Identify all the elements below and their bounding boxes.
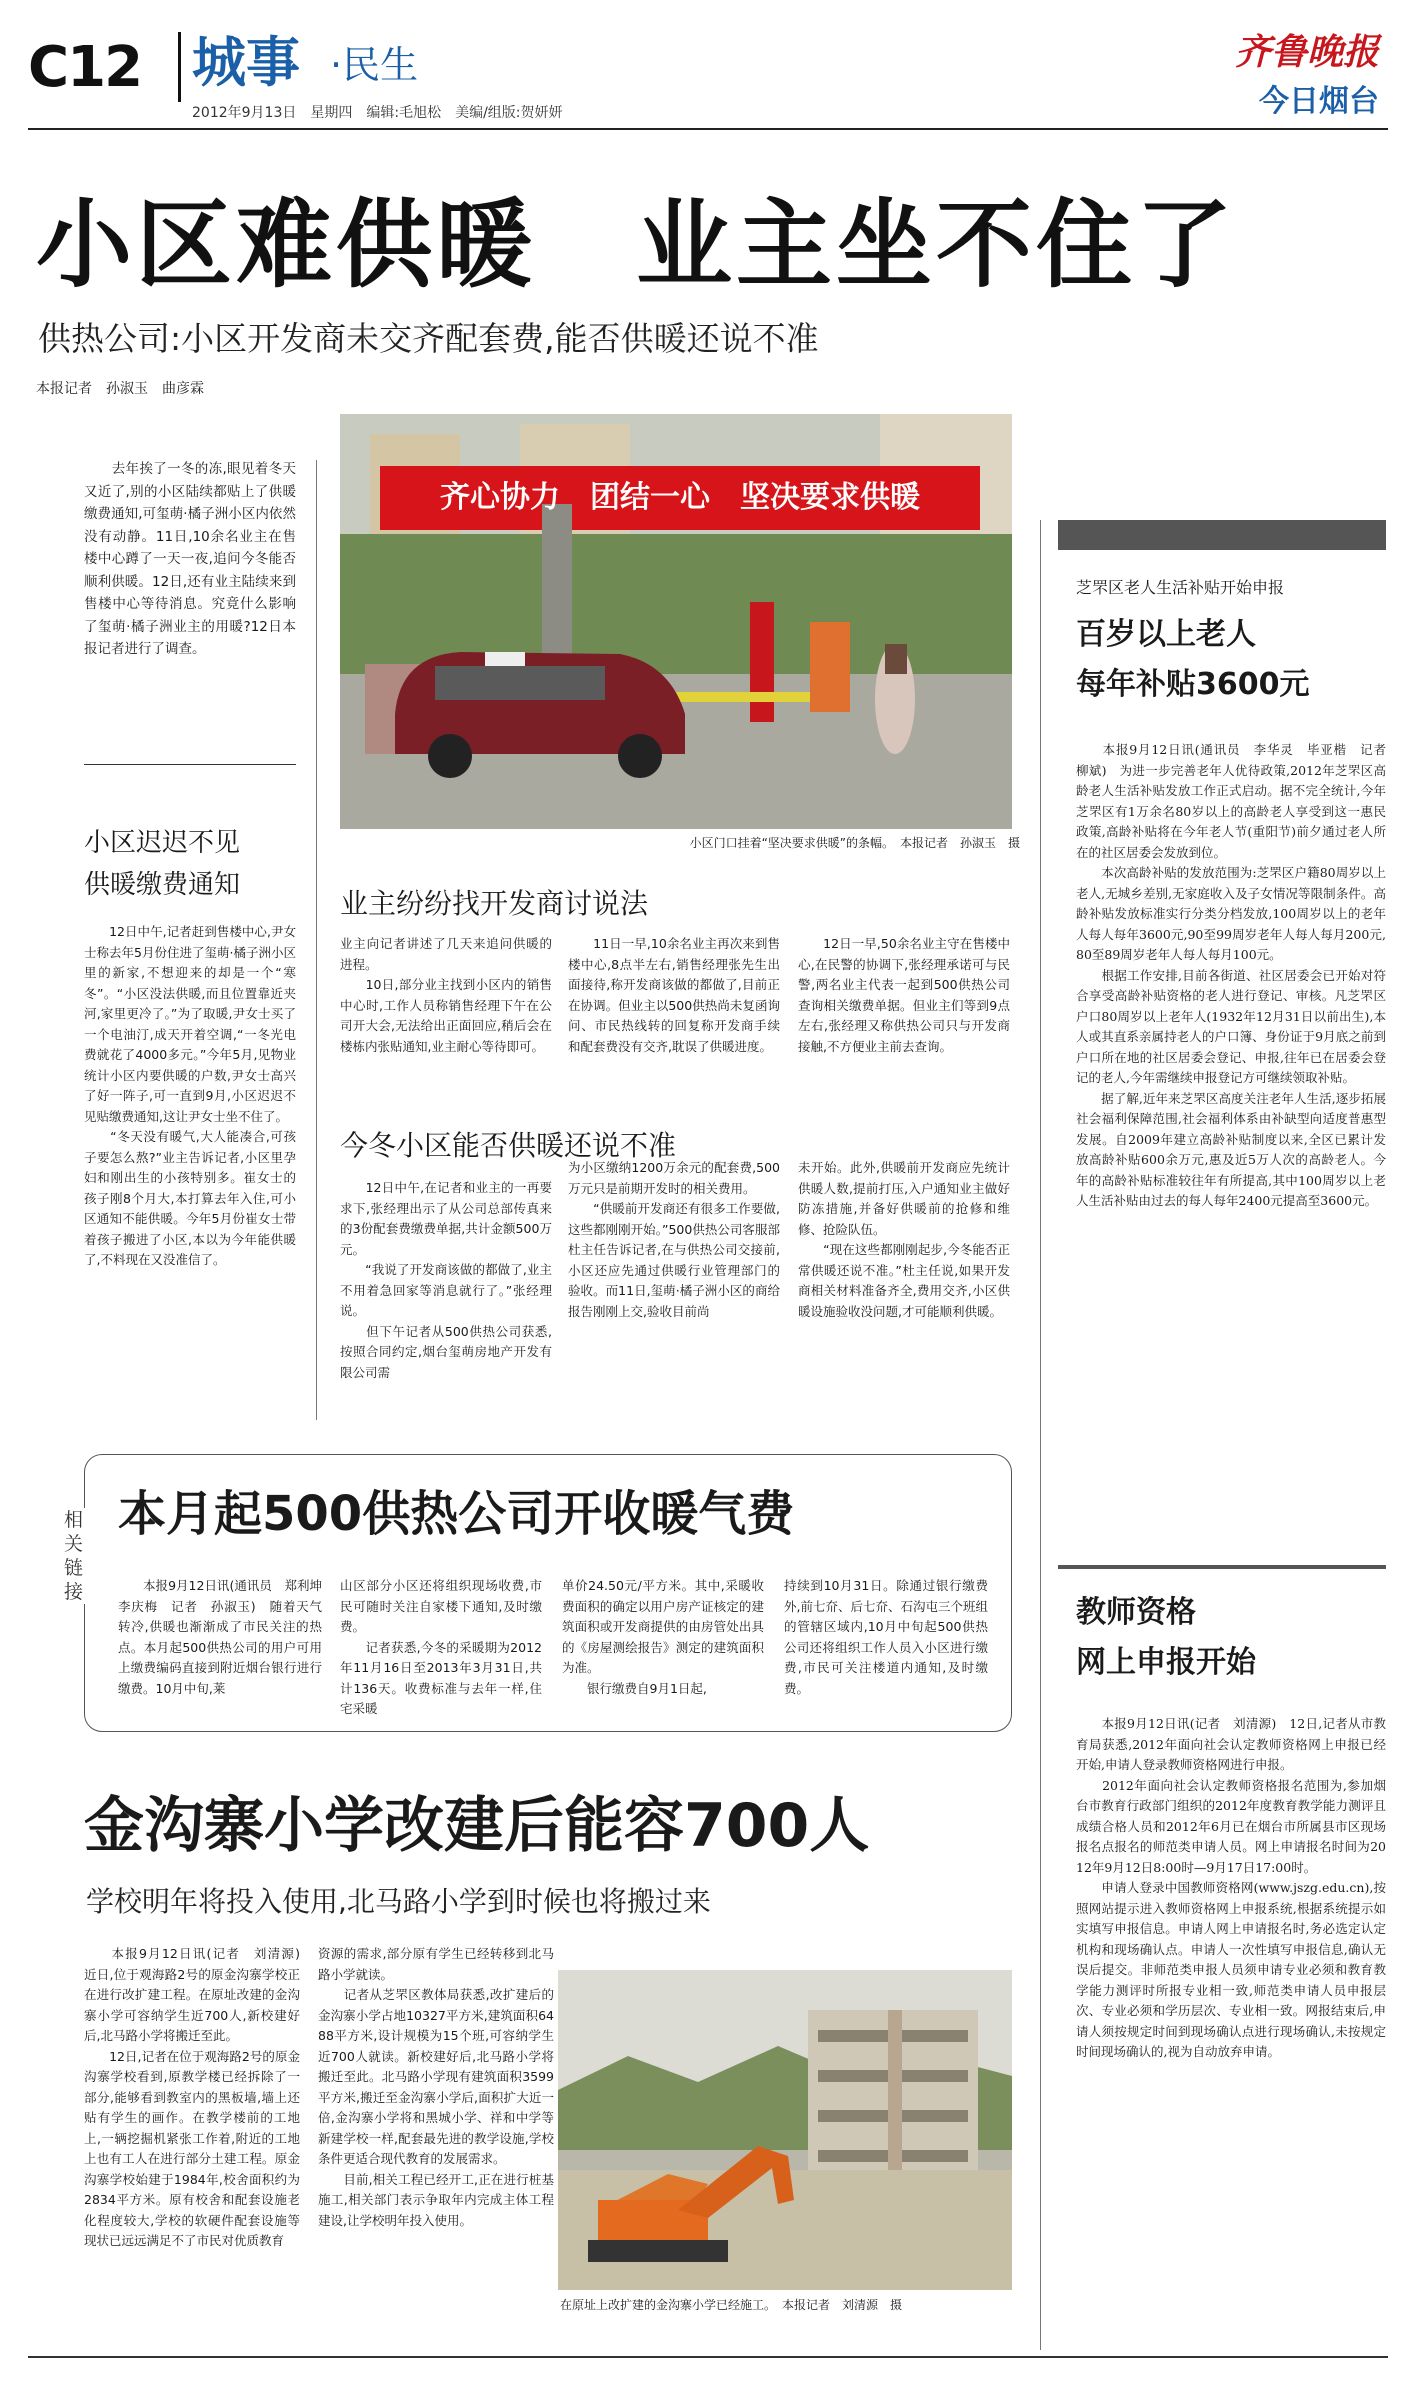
related-col4: 持续到10月31日。除通过银行缴费外,前七夼、后七夼、石沟屯三个班组的管辖区域内,10月中旬起500供热公司还将组织工作人员入小区进行缴费,市民可关注楼道内通知,及时缴费。 bbox=[784, 1578, 988, 1696]
sidebar-text-1: 本报9月12日讯(通讯员 李华灵 毕亚楷 记者 柳斌) 为进一步完善老年人优待政策,2012年芝罘区高龄老人生活补贴发放工作正式启动。据不完全统计,今年芝罘区有1万余名80岁以上的高龄老人享受到这一惠民政策,高龄补贴将在今年老人节(重阳节)前夕通过老人所在的社区居委会发放到位。 本次高龄补贴的发放范围为:芝罘区户籍80周岁以上老人,无城乡差别,无家庭收入及子女情况等限制条件。高龄补贴发放标准实行分类分档发放,100周岁以上的老年人每人每年3600元,90至99周岁老年人每人每月200元,80至89周岁老年人每人每月100元。 根据工作安排,目前各街道、社区居委会已开始对符合享受高龄补贴资格的老人进行登记、审核。凡芝罘区户口80周岁以上老年人(1932年12月31日以前出生),本人或其直系亲属持老人的户口簿、身份证于9月底之前到户口所在地的社区居委会登记、申报,往年已在居委会登记的老人,今年需继续申报登记方可继续领取补贴。 据了解,近年来芝罘区高度关注老年人生活,逐步拓展社会福利保障范围,社会福利体系由补缺型向适度普惠型发展。自2009年建立高龄补贴制度以来,全区已累计发放高龄补贴600余万元,惠及近5万人次的高龄老人。今年的高龄补贴标准较往年有所提高,其中100周岁以上老人生活补贴由过去的每人每年2400元提高至3600元。 bbox=[1076, 742, 1386, 1208]
lead-byline: 本报记者 孙淑玉 曲彦霖 bbox=[36, 381, 204, 397]
sidebar-headline-2: 教师资格 网上申报开始 bbox=[1076, 1595, 1256, 1680]
section2-col2: 11日一早,10余名业主再次来到售楼中心,8点半左右,销售经理张先生出面接待,称开发商该做的都做了,目前正在协调。但业主以500供热尚未复函询问、市民热线转的回复称开发商手续和配套费没有交齐,耽误了供暖进度。 bbox=[568, 936, 780, 1054]
header-divider bbox=[178, 32, 181, 102]
school-photo bbox=[558, 1970, 1012, 2290]
section3-col2: 为小区缴纳1200万余元的配套费,500万元只是前期开发时的相关费用。 “供暖前开发商还有很多工作要做,这些都刚刚开始。”500供热公司客服部杜主任告诉记者,在与供热公司交接前,小区还应先通过供暖行业管理部门的验收。而11日,玺萌·橘子洲小区的商给报告刚刚上交,验收目前尚 bbox=[568, 1160, 780, 1319]
related-headline: 本月起500供热公司开收暖气费 bbox=[118, 1486, 795, 1542]
section-name: 城事 bbox=[192, 31, 300, 94]
lead-headline: 小区难供暖 业主坐不住了 bbox=[36, 189, 1236, 301]
sidebar-headline-1: 百岁以上老人 每年补贴3600元 bbox=[1076, 617, 1310, 702]
school-subheadline: 学校明年将投入使用,北马路小学到时候也将搬过来 bbox=[86, 1885, 711, 1918]
school-photo-caption: 在原址上改扩建的金沟寨小学已经施工。 本报记者 刘清源 摄 bbox=[560, 2298, 903, 2312]
section1-title: 小区迟迟不见 供暖缴费通知 bbox=[84, 828, 241, 900]
section3-title: 今冬小区能否供暖还说不准 bbox=[340, 1129, 677, 1162]
section2-col3: 12日一早,50余名业主守在售楼中心,在民警的协调下,张经理承诺可与民警,两名业主代表一起到500供热公司查询相关缴费单据。但业主们等到9点左右,张经理又称供热公司只与开发商接触,不方便业主前去查询。 bbox=[798, 936, 1010, 1054]
sidebar-mid-bar bbox=[1058, 1565, 1386, 1569]
edition-name: 今日烟台 bbox=[1259, 84, 1379, 119]
school-col2: 资源的需求,部分原有学生已经转移到北马路小学就读。 记者从芝罘区教体局获悉,改扩建后的金沟寨小学占地10327平方米,建筑面积6488平方米,设计规模为15个班,可容纳学生近700人就读。新校建好后,北马路小学将搬迁至此。北马路小学现有建筑面积3599平方米,搬迁至金沟寨小学后,面积扩大近一倍,金沟寨小学将和黑城小学、祥和中学等新建学校一样,配套最先进的教学设施,学校条件更适合现代教育的发展需求。 目前,相关工程已经开工,正在进行桩基施工,相关部门表示争取年内完成主体工程建设,让学校明年投入使用。 bbox=[318, 1946, 554, 2228]
intro-rule bbox=[84, 764, 296, 765]
related-tag: 相关链接 bbox=[64, 1508, 88, 1604]
related-col2: 山区部分小区还将组织现场收费,市民可随时关注自家楼下通知,及时缴费。 记者获悉,今冬的采暖期为2012年11月16日至2013年3月31日,共计136天。收费标准与去年一样,住宅采暖 bbox=[340, 1578, 542, 1716]
lead-photo-caption: 小区门口挂着“坚决要求供暖”的条幅。 本报记者 孙淑玉 摄 bbox=[689, 836, 1020, 850]
related-col1: 本报9月12日讯(通讯员 郑利坤 李庆梅 记者 孙淑玉) 随着天气转冷,供暖也渐渐成了市民关注的热点。本月起500供热公司的用户可用上缴费编码直接到附近烟台银行进行缴费。10月中旬,莱 bbox=[118, 1578, 335, 1696]
photo-banner-text: 齐心协力 团结一心 坚决要求供暖 bbox=[440, 480, 920, 515]
paper-name: 齐鲁晚报 bbox=[1234, 31, 1379, 73]
lead-subheadline: 供热公司:小区开发商未交齐配套费,能否供暖还说不准 bbox=[38, 319, 819, 358]
sidebar-divider bbox=[1040, 520, 1041, 2350]
header-rule bbox=[28, 128, 1388, 130]
section2-col1: 业主向记者讲述了几天来追问供暖的进程。 10日,部分业主找到小区内的销售中心时,工作人员称销售经理下午在公司开大会,无法给出正面回应,稍后会在楼栋内张贴通知,业主耐心等待即可。 bbox=[340, 936, 552, 1054]
sidebar-label: 芝罘区老人生活补贴开始申报 bbox=[1076, 578, 1285, 597]
dateline: 2012年9月13日 星期四 编辑:毛旭松 美编/组版:贺妍妍 bbox=[192, 105, 563, 121]
lead-photo bbox=[340, 414, 1012, 829]
section1-text: 12日中午,记者赶到售楼中心,尹女士称去年5月份住进了玺萌·橘子洲小区里的新家,不想迎来的却是一个“寒冬”。“小区没法供暖,而且位置靠近夹河,家里更冷了。”为了取暖,尹女士买了一个电油汀,成天开着空调,“一冬光电费就花了4000多元。”今年5月,见物业统计小区内要供暖的户数,尹女士高兴了好一阵子,可一直到9月,小区迟迟不见贴缴费通知,这让尹女士坐不住了。 “冬天没有暖气,大人能凑合,可孩子要怎么熬?”业主告诉记者,小区里孕妇和刚出生的小孩特别多。崔女士的孩子刚8个月大,本打算去年入住,可小区通知不能供暖。今年5月份崔女士带着孩子搬进了小区,本以为今年能供暖了,不料现在又没准信了。 bbox=[84, 924, 296, 1267]
footer-rule bbox=[28, 2356, 1388, 2358]
school-photo-graphic bbox=[558, 1970, 1012, 2290]
sidebar-text-2: 本报9月12日讯(记者 刘清源) 12日,记者从市教育局获悉,2012年面向社会认定教师资格网上申报已经开始,申请人登录教师资格网进行申报。 2012年面向社会认定教师资格报名范围为,参加烟台市教育行政部门组织的2012年度教育教学能力测评且成绩合格人员和2012年6月已在烟台市所属县市区现场报名点报名的师范类申请人员。网上申请报名时间为2012年9月12日8:00时—9月17日17:00时。 申请人登录中国教师资格网(www.jszg.edu.cn),按照网站提示进入教师资格网上申报系统,根据系统提示如实填写申报信息。申请人网上申请报名时,务必选定认定机构和现场确认点。申请人一次性填写申报信息,确认无误后提交。非师范类申报人员须申请专业必须和教育教学能力测评时所报专业相一致,师范类申请人员申报层次、专业必须和学历层次、专业相一致。网报结束后,申请人须按规定时间到现场确认点进行现场确认,未按规定时间现场确认的,视为自动放弃申请。 bbox=[1076, 1716, 1386, 2059]
page-number: C12 bbox=[28, 35, 142, 100]
sidebar-top-bar bbox=[1058, 520, 1386, 550]
section3-col1: 12日中午,在记者和业主的一再要求下,张经理出示了从公司总部传真来的3份配套费缴费单据,共计金额500万元。 “我说了开发商该做的都做了,业主不用着急回家等消息就行了。”张经理说。 但下午记者从500供热公司获悉,按照合同约定,烟台玺萌房地产开发有限公司需 bbox=[340, 1180, 552, 1380]
school-col1: 本报9月12日讯(记者 刘清源) 近日,位于观海路2号的原金沟寨学校正在进行改扩建工程。在原址改建的金沟寨小学可容纳学生近700人,新校建好后,北马路小学将搬迁至此。 12日,记者在位于观海路2号的原金沟寨学校看到,原教学楼已经拆除了一部分,能够看到教室内的黑板墙,墙上还贴有学生的画作。在教学楼前的工地上,一辆挖掘机紧张工作着,附近的工地上也有工人在进行部分土建工程。原金沟寨学校始建于1984年,校舍面积约为2834平方米。原有校舍和配套设施老化程度较大,学校的软硬件配套设施等现状已远远满足不了市民对优质教育 bbox=[84, 1946, 300, 2248]
subsection-name: ·民生 bbox=[330, 43, 419, 87]
lead-intro: 去年挨了一冬的冻,眼见着冬天又近了,别的小区陆续都贴上了供暖缴费通知,可玺萌·橘子洲小区内依然没有动静。11日,10余名业主在售楼中心蹲了一天一夜,追问今冬能否顺利供暖。12日,还有业主陆续来到售楼中心等待消息。究竟什么影响了玺萌·橘子洲业主的用暖?12日本报记者进行了调查。 bbox=[84, 461, 296, 657]
related-col3: 单价24.50元/平方米。其中,采暖收费面积的确定以用户房产证核定的建筑面积或开发商提供的由房管处出具的《房屋测绘报告》测定的建筑面积为准。 银行缴费自9月1日起, bbox=[562, 1578, 764, 1696]
col-divider-1 bbox=[316, 460, 317, 1420]
section2-title: 业主纷纷找开发商讨说法 bbox=[340, 887, 649, 920]
section3-col3: 未开始。此外,供暖前开发商应先统计供暖人数,提前打压,入户通知业主做好防冻措施,并备好供暖前的抢修和维修、抢险队伍。 “现在这些都刚刚起步,今冬能否正常供暖还说不准。”杜主任说,如果开发商相关材料准备齐全,费用交齐,小区供暖设施验收没问题,才可能顺利供暖。 bbox=[798, 1160, 1010, 1319]
school-headline: 金沟寨小学改建后能容700人 bbox=[84, 1791, 870, 1861]
